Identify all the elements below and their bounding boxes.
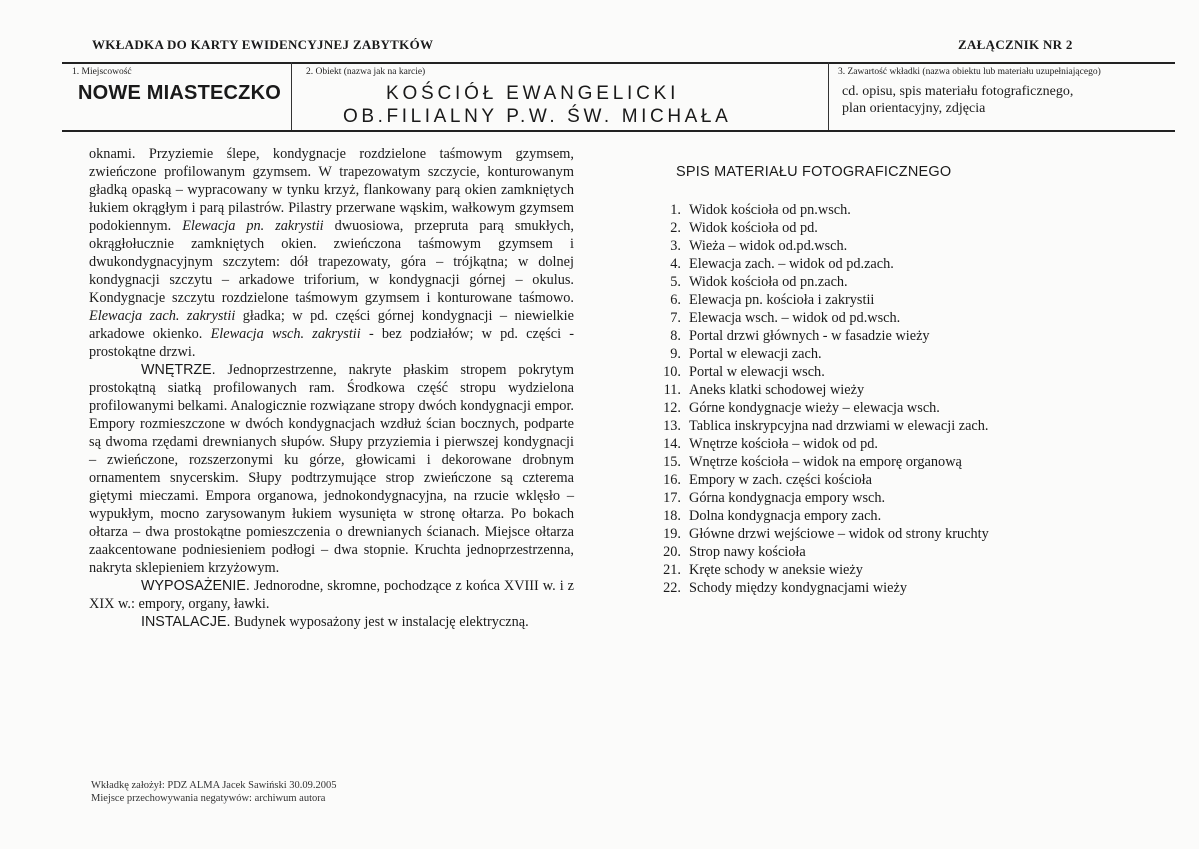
photo-list-item: [655, 399, 989, 417]
photo-list-item: [655, 345, 989, 363]
photo-list-item: [655, 291, 989, 309]
annex-number: ZAŁĄCZNIK NR 2: [958, 37, 1073, 52]
contents-line2: plan orientacyjny, zdjęcia: [842, 101, 986, 116]
footer-archive: Miejsce przechowywania negatywów: archiwum autora: [91, 793, 326, 804]
section-heading-installations: INSTALACJE.: [141, 614, 231, 630]
photo-list-item: [655, 219, 989, 237]
header-divider-2: [828, 62, 829, 132]
document-title: WKŁADKA DO KARTY EWIDENCYJNEJ ZABYTKÓW: [92, 37, 434, 52]
photo-list-number: 9.: [670, 346, 681, 362]
photo-list-text: Górne kondygnacje wieży – elewacja wsch.: [689, 400, 940, 416]
photo-list-number: 16.: [663, 472, 681, 488]
photo-list: [655, 201, 989, 597]
photo-list-text: Dolna kondygnacja empory zach.: [689, 508, 882, 524]
photo-list-text: Elewacja pn. kościoła i zakrystii: [689, 292, 875, 308]
photo-list-number: 14.: [663, 436, 681, 452]
photo-list-number: 7.: [670, 310, 681, 326]
place-value: NOWE MIASTECZKO: [78, 82, 281, 104]
photo-list-item: [655, 381, 989, 399]
description-paragraph-installations: INSTALACJE. Budynek wyposażony jest w instalację elektryczną.: [141, 614, 529, 630]
contents-label: 3. Zawartość wkładki (nazwa obiektu lub materiału uzupełniającego): [838, 67, 1101, 77]
contents-line1: cd. opisu, spis materiału fotograficznego,: [842, 84, 1074, 99]
photo-list-text: Elewacja wsch. – widok od pd.wsch.: [689, 310, 901, 326]
section-heading-furnishing: WYPOSAŻENIE.: [141, 578, 250, 594]
photo-list-number: 19.: [663, 526, 681, 542]
section-heading-interior: WNĘTRZE.: [141, 362, 216, 378]
photo-list-item: [655, 417, 989, 435]
description-paragraph-1: oknami. Przyziemie ślepe, kondygnacje rozdzielone taśmowym gzymsem, zwieńczone profilowanym gzymsem. W trapezowatym szczycie, konturowanym gładką opaską – wypracowany w tynku krzyż, flankowany parą okien zamkniętych łukiem okrągłym i parą pilastrów. Pilastry przerwane wąskim, wałkowym gzymsem podokiennym. Elewacja pn. zakrystii dwuosiowa, przepruta parą smukłych, okrągłołucznie zamkniętych okien. zwieńczona taśmowym gzymsem i dwukondygnacyjnym szczytem: dół trapezowaty, góra – trójkątna; w dolnej kondygnacji szczytu – arkadowe triforium, w kondygnacji górnej – okulus. Kondygnacje szczytu rozdzielone taśmowym gzymsem i konturowane taśmowo. Elewacja zach. zakrystii gładka; w pd. części górnej kondygnacji – niewielkie arkadowe okienko. Elewacja wsch. zakrystii - bez podziałów; w pd. części - prostokątne drzwi.: [89, 146, 575, 360]
photo-list-text: Strop nawy kościoła: [689, 544, 806, 560]
photo-list-text: Portal w elewacji wsch.: [689, 364, 825, 380]
photo-list-number: 1.: [670, 202, 681, 218]
photo-list-number: 11.: [663, 382, 681, 398]
photo-list-item: [655, 255, 989, 273]
photo-list-item: [655, 453, 989, 471]
object-name-line1: KOŚCIÓŁ EWANGELICKI: [386, 83, 680, 104]
photo-list-item: [655, 237, 989, 255]
photo-list-item: [655, 489, 989, 507]
photo-list-number: 22.: [663, 580, 681, 596]
object-name-line2: OB.FILIALNY P.W. ŚW. MICHAŁA: [343, 106, 732, 127]
photo-list-item: [655, 435, 989, 453]
description-paragraph-interior: WNĘTRZE. Jednoprzestrzenne, nakryte płaskim stropem pokrytym prostokątną siatką profilowanych ram. Środkowa część stropu wydzielona profilowanymi belkami. Analogicznie rozwiązane stropy dwóch kondygnacji empor. Empory rozmieszczone w dwóch kondygnacjach wzdłuż ścian bocznych, podparte są dwoma rzędami drewnianych słupów. Słupy przyziemia i pierwszej kondygnacji – zwieńczone, rozszerzonymi ku górze, głowicami i dekorowane drobnym ornamentem snycerskim. Słupy podtrzymujące strop zwieńczone są czterema giętymi mieczami. Empora organowa, jednokondygnacyjna, na rzucie wklęsło – wypukłym, mocno zarysowanym łukiem wysunięta w stronę ołtarza. Po bokach ołtarza – dwa prostokątne pomieszczenia o drewnianych ścianach. Miejsce ołtarza zaakcentowane podniesieniem podłogi – dwa stopnie. Kruchta jednoprzestrzenna, nakryta sklepieniem krzyżowym.: [89, 362, 574, 576]
photo-list-text: Główne drzwi wejściowe – widok od strony kruchty: [689, 526, 989, 542]
photo-list-item: [655, 507, 989, 525]
photo-list-text: Portal w elewacji zach.: [689, 346, 822, 362]
photo-list-number: 8.: [670, 328, 681, 344]
photo-list-item: [655, 201, 989, 219]
photo-list-number: 2.: [670, 220, 681, 236]
place-label: 1. Miejscowość: [72, 67, 132, 77]
photo-list-text: Elewacja zach. – widok od pd.zach.: [689, 256, 894, 272]
photo-list-text: Widok kościoła od pn.zach.: [689, 274, 848, 290]
photo-list-number: 20.: [663, 544, 681, 560]
photo-list-text: Wieża – widok od.pd.wsch.: [689, 238, 848, 254]
photo-list-text: Tablica inskrypcyjna nad drzwiami w elewacji zach.: [689, 418, 989, 434]
photo-list-text: Aneks klatki schodowej wieży: [689, 382, 865, 398]
photo-list-number: 18.: [663, 508, 681, 524]
object-label: 2. Obiekt (nazwa jak na karcie): [306, 67, 426, 77]
header-top-rule: [62, 62, 1175, 64]
photo-list-item: [655, 327, 989, 345]
photo-list-text: Widok kościoła od pn.wsch.: [689, 202, 851, 218]
photo-list-number: 6.: [670, 292, 681, 308]
photo-list-item: [655, 579, 989, 597]
photo-list-title: SPIS MATERIAŁU FOTOGRAFICZNEGO: [676, 164, 952, 180]
photo-list-number: 5.: [670, 274, 681, 290]
photo-list-text: Schody między kondygnacjami wieży: [689, 580, 907, 596]
photo-list-item: [655, 273, 989, 291]
photo-list-number: 4.: [670, 256, 681, 272]
photo-list-item: [655, 525, 989, 543]
description-paragraph-furnishing: WYPOSAŻENIE. Jednorodne, skromne, pochodzące z końca XVIII w. i z XIX w.: empory, organy, ławki.: [89, 578, 574, 612]
photo-list-item: [655, 561, 989, 579]
footer: [91, 779, 337, 805]
photo-list-item: [655, 471, 989, 489]
photo-list-number: 21.: [663, 562, 681, 578]
footer-author: Wkładkę założył: PDZ ALMA Jacek Sawiński 30.09.2005: [91, 780, 337, 791]
photo-list-text: Widok kościoła od pd.: [689, 220, 818, 236]
photo-list-text: Kręte schody w aneksie wieży: [689, 562, 863, 578]
photo-list-text: Wnętrze kościoła – widok od pd.: [689, 436, 878, 452]
photo-list-number: 10.: [663, 364, 681, 380]
photo-list-text: Górna kondygnacja empory wsch.: [689, 490, 886, 506]
header-divider-1: [291, 62, 292, 132]
contents-value: [842, 83, 1162, 117]
photo-list-item: [655, 309, 989, 327]
photo-list-number: 12.: [663, 400, 681, 416]
photo-list-text: Portal drzwi głównych - w fasadzie wieży: [689, 328, 930, 344]
photo-list-number: 13.: [663, 418, 681, 434]
photo-list-number: 3.: [670, 238, 681, 254]
photo-list-text: Empory w zach. części kościoła: [689, 472, 873, 488]
photo-list-item: [655, 543, 989, 561]
photo-list-text: Wnętrze kościoła – widok na emporę organową: [689, 454, 962, 470]
header-bottom-rule: [62, 130, 1175, 132]
photo-list-number: 17.: [663, 490, 681, 506]
photo-list-number: 15.: [663, 454, 681, 470]
description-text: [89, 145, 574, 631]
photo-list-item: [655, 363, 989, 381]
